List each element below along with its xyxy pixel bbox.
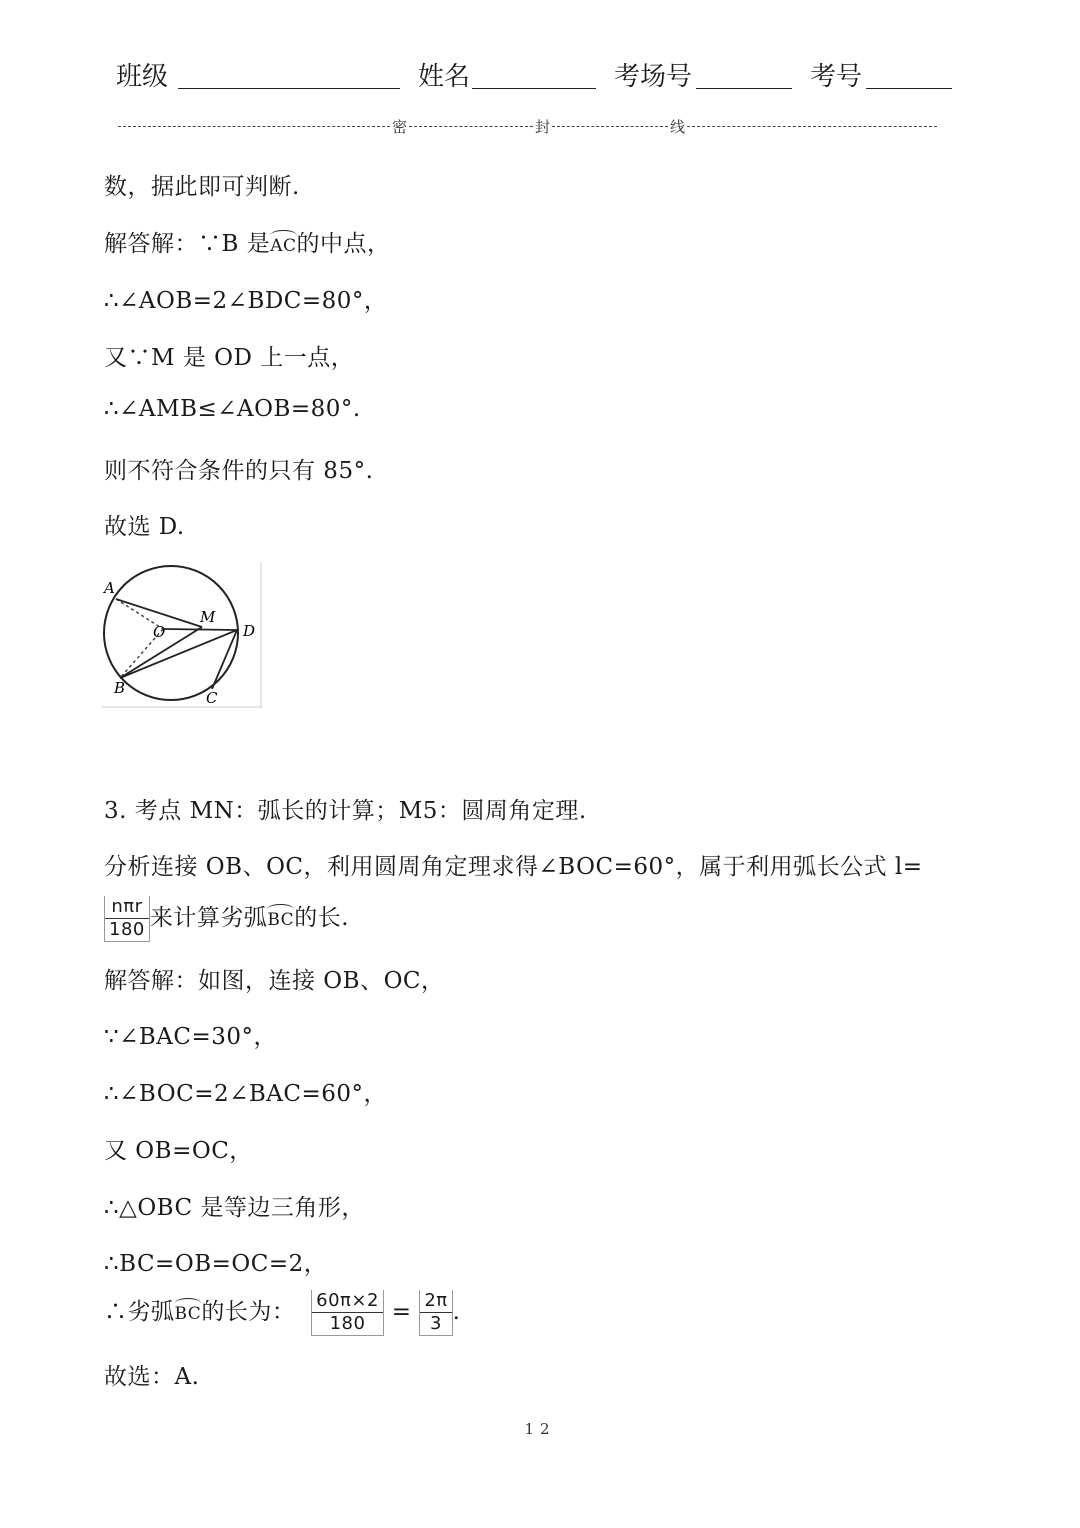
seal-dash [552,126,668,127]
fraction-numerator: nπr [105,896,149,919]
exam-room-label: 考场号 [614,62,693,92]
text-line: 故选：A. [104,1364,200,1390]
text-line: ∴BC=OB=OC=2， [104,1251,328,1277]
text-fragment: 解答解：∵B 是 [104,231,271,257]
text-line: 则不符合条件的只有 85°. [104,458,374,484]
text-line [104,1290,460,1336]
text-line: ∴∠AOB=2∠BDC=80°， [104,288,388,314]
text-line [104,225,391,258]
label-m: M [200,608,216,626]
text-fragment: 的长. [294,905,349,931]
text-line: ∵∠BAC=30°， [104,1024,278,1050]
text-fragment: ∴劣弧 [104,1299,175,1325]
exam-number-label: 考号 [810,62,863,92]
text-fragment: 的中点， [296,231,391,257]
fraction-numerator: 2π [420,1290,451,1313]
text-line: 解答解：如图，连接 OB、OC， [104,968,445,994]
seal-line [118,116,952,137]
page-number: 12 [524,1420,556,1438]
seal-char-mi: 密 [392,118,408,136]
name-blank [472,88,596,89]
arc-length-fraction [311,1290,384,1336]
exam-room-blank [696,88,792,89]
q3-title: 3. 考点 MN：弧长的计算；M5：圆周角定理. [104,798,587,824]
name-label: 姓名 [418,62,471,92]
text-fragment: 的长为： [201,1299,296,1325]
seal-char-xian: 线 [670,118,686,136]
circle-figure [102,563,262,708]
label-c: C [206,689,218,707]
fraction-denominator: 3 [430,1313,442,1334]
text-fragment: . [452,1299,461,1325]
text-line: 又 OB=OC， [104,1138,253,1164]
arc-ac: AC [270,236,297,256]
seal-dash [118,126,390,127]
fraction-denominator: 180 [329,1313,366,1334]
arc-length-formula [104,896,150,942]
fraction-denominator: 180 [109,919,145,940]
text-line: ∴∠AMB≤∠AOB=80°. [104,396,361,422]
arc-bc: BC [267,910,295,930]
text-fragment: 来计算劣弧 [149,905,268,931]
class-blank [178,88,400,89]
text-line: 数，据此即可判断. [104,174,300,200]
label-b: B [114,679,126,697]
result-fraction [419,1290,452,1336]
exam-number-blank [866,88,952,89]
text-line: 分析连接 OB、OC，利用圆周角定理求得∠BOC=60°，属于利用弧长公式 l= [104,854,923,880]
label-d: D [243,622,256,640]
fraction-numerator: 60π×2 [312,1290,383,1313]
seal-dash [409,126,533,127]
label-o: O [153,623,166,641]
text-line: ∴∠BOC=2∠BAC=60°， [104,1081,388,1107]
text-line: 又∵M 是 OD 上一点， [104,345,355,371]
class-label: 班级 [116,62,169,92]
seal-char-feng: 封 [535,118,551,136]
text-line [104,896,349,942]
label-a: A [104,579,115,597]
text-line: 故选 D. [104,514,185,540]
arc-bc: BC [174,1304,202,1324]
seal-dash [687,126,937,127]
equals-sign: = [391,1299,412,1325]
text-line: ∴△OBC 是等边三角形， [104,1195,365,1221]
